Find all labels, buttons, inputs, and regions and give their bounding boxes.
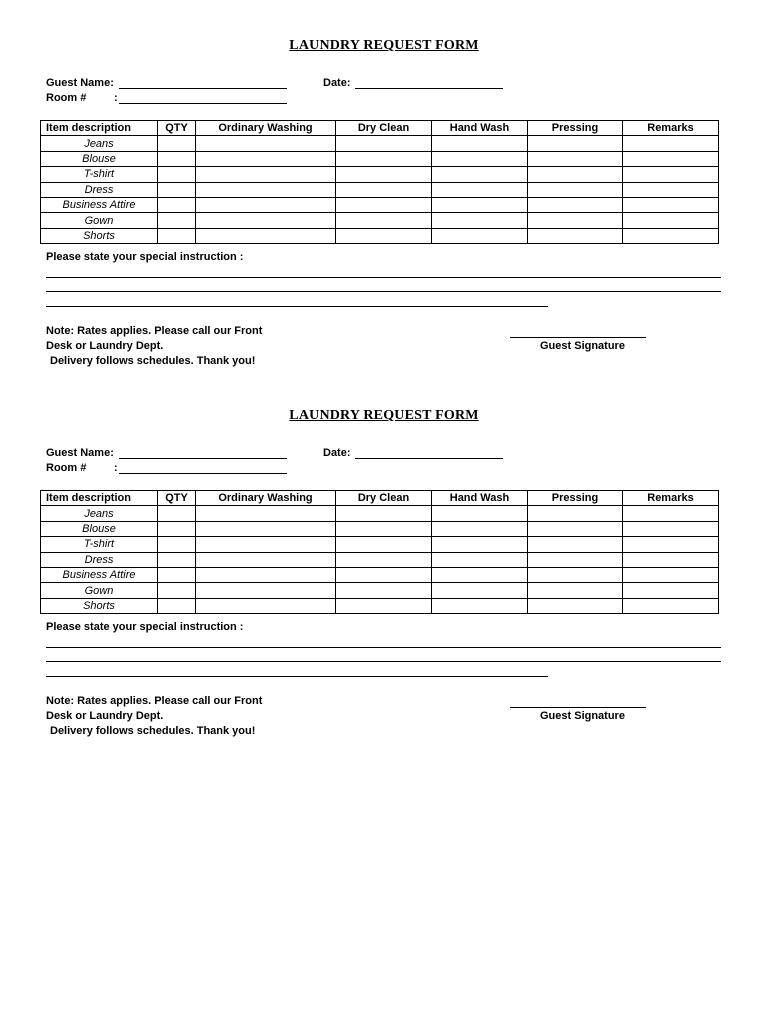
note-text: Delivery follows schedules. Thank you! (50, 355, 256, 367)
pressing-cell[interactable] (528, 197, 623, 212)
qty-cell[interactable] (158, 151, 196, 166)
item-description: Dress (41, 182, 158, 197)
hand-wash-cell[interactable] (432, 228, 528, 243)
dry-clean-cell[interactable] (336, 552, 432, 567)
special-instruction-line[interactable] (46, 306, 548, 307)
special-instruction-label: Please state your special instruction : (46, 251, 244, 263)
qty-cell[interactable] (158, 136, 196, 151)
pressing-cell[interactable] (528, 182, 623, 197)
dry-clean-cell[interactable] (336, 506, 432, 521)
header-qty: QTY (158, 491, 196, 506)
guest-signature-field[interactable] (510, 707, 646, 708)
room-number-field[interactable] (119, 103, 287, 104)
qty-cell[interactable] (158, 598, 196, 613)
item-description: Blouse (41, 151, 158, 166)
room-colon: : (114, 462, 118, 474)
pressing-cell[interactable] (528, 167, 623, 182)
dry-clean-cell[interactable] (336, 567, 432, 582)
note-text: Note: Rates applies. Please call our Front (46, 695, 263, 707)
table-row (41, 521, 719, 536)
ordinary-washing-cell[interactable] (196, 228, 336, 243)
laundry-form-2 (0, 408, 768, 768)
table-row (41, 136, 719, 151)
dry-clean-cell[interactable] (336, 598, 432, 613)
table-row (41, 213, 719, 228)
table-row (41, 228, 719, 243)
pressing-cell[interactable] (528, 598, 623, 613)
ordinary-washing-cell[interactable] (196, 567, 336, 582)
item-description: Shorts (41, 228, 158, 243)
remarks-cell[interactable] (623, 521, 719, 536)
hand-wash-cell[interactable] (432, 567, 528, 582)
remarks-cell[interactable] (623, 151, 719, 166)
pressing-cell[interactable] (528, 521, 623, 536)
pressing-cell[interactable] (528, 583, 623, 598)
special-instruction-line[interactable] (46, 277, 721, 278)
header-dry-clean: Dry Clean (336, 491, 432, 506)
dry-clean-cell[interactable] (336, 583, 432, 598)
qty-cell[interactable] (158, 213, 196, 228)
room-number-field[interactable] (119, 473, 287, 474)
room-label: Room # (46, 462, 87, 474)
qty-cell[interactable] (158, 552, 196, 567)
guest-name-label: Guest Name: (46, 77, 114, 89)
ordinary-washing-cell[interactable] (196, 167, 336, 182)
table-row (41, 151, 719, 166)
remarks-cell[interactable] (623, 583, 719, 598)
header-hand-wash: Hand Wash (432, 121, 528, 136)
hand-wash-cell[interactable] (432, 151, 528, 166)
pressing-cell[interactable] (528, 213, 623, 228)
item-description: Dress (41, 552, 158, 567)
dry-clean-cell[interactable] (336, 521, 432, 536)
remarks-cell[interactable] (623, 228, 719, 243)
qty-cell[interactable] (158, 521, 196, 536)
ordinary-washing-cell[interactable] (196, 521, 336, 536)
header-qty: QTY (158, 121, 196, 136)
hand-wash-cell[interactable] (432, 537, 528, 552)
date-label: Date: (323, 77, 351, 89)
table-row (41, 567, 719, 582)
qty-cell[interactable] (158, 537, 196, 552)
table-row (41, 506, 719, 521)
header-hand-wash: Hand Wash (432, 491, 528, 506)
pressing-cell[interactable] (528, 567, 623, 582)
header-item-description: Item description (41, 491, 158, 506)
dry-clean-cell[interactable] (336, 228, 432, 243)
date-field[interactable] (355, 88, 503, 89)
hand-wash-cell[interactable] (432, 167, 528, 182)
header-item-description: Item description (41, 121, 158, 136)
dry-clean-cell[interactable] (336, 197, 432, 212)
special-instruction-label: Please state your special instruction : (46, 621, 244, 633)
qty-cell[interactable] (158, 167, 196, 182)
hand-wash-cell[interactable] (432, 213, 528, 228)
pressing-cell[interactable] (528, 228, 623, 243)
hand-wash-cell[interactable] (432, 583, 528, 598)
form-title: LAUNDRY REQUEST FORM (289, 408, 479, 423)
date-field[interactable] (355, 458, 503, 459)
note-text: Desk or Laundry Dept. (46, 710, 164, 722)
item-description: Shorts (41, 598, 158, 613)
item-description: T-shirt (41, 167, 158, 182)
room-colon: : (114, 92, 118, 104)
ordinary-washing-cell[interactable] (196, 213, 336, 228)
special-instruction-line[interactable] (46, 676, 548, 677)
dry-clean-cell[interactable] (336, 136, 432, 151)
pressing-cell[interactable] (528, 506, 623, 521)
ordinary-washing-cell[interactable] (196, 583, 336, 598)
header-dry-clean: Dry Clean (336, 121, 432, 136)
laundry-items-table (40, 490, 719, 614)
remarks-cell[interactable] (623, 182, 719, 197)
guest-name-label: Guest Name: (46, 447, 114, 459)
table-header-row (41, 121, 719, 136)
hand-wash-cell[interactable] (432, 552, 528, 567)
remarks-cell[interactable] (623, 506, 719, 521)
pressing-cell[interactable] (528, 552, 623, 567)
dry-clean-cell[interactable] (336, 151, 432, 166)
guest-name-field[interactable] (119, 88, 287, 89)
remarks-cell[interactable] (623, 552, 719, 567)
remarks-cell[interactable] (623, 197, 719, 212)
guest-signature-field[interactable] (510, 337, 646, 338)
header-remarks: Remarks (623, 491, 719, 506)
qty-cell[interactable] (158, 506, 196, 521)
hand-wash-cell[interactable] (432, 506, 528, 521)
ordinary-washing-cell[interactable] (196, 537, 336, 552)
ordinary-washing-cell[interactable] (196, 506, 336, 521)
dry-clean-cell[interactable] (336, 537, 432, 552)
header-ordinary-washing: Ordinary Washing (196, 121, 336, 136)
special-instruction-line[interactable] (46, 661, 721, 662)
ordinary-washing-cell[interactable] (196, 182, 336, 197)
hand-wash-cell[interactable] (432, 182, 528, 197)
header-ordinary-washing: Ordinary Washing (196, 491, 336, 506)
form-title: LAUNDRY REQUEST FORM (289, 38, 479, 53)
qty-cell[interactable] (158, 583, 196, 598)
table-row (41, 583, 719, 598)
remarks-cell[interactable] (623, 213, 719, 228)
special-instruction-line[interactable] (46, 647, 721, 648)
ordinary-washing-cell[interactable] (196, 151, 336, 166)
item-description: Gown (41, 213, 158, 228)
laundry-items-table (40, 120, 719, 244)
hand-wash-cell[interactable] (432, 521, 528, 536)
ordinary-washing-cell[interactable] (196, 598, 336, 613)
hand-wash-cell[interactable] (432, 136, 528, 151)
special-instruction-line[interactable] (46, 291, 721, 292)
dry-clean-cell[interactable] (336, 167, 432, 182)
qty-cell[interactable] (158, 182, 196, 197)
table-row (41, 182, 719, 197)
table-row (41, 167, 719, 182)
item-description: Blouse (41, 521, 158, 536)
qty-cell[interactable] (158, 197, 196, 212)
remarks-cell[interactable] (623, 167, 719, 182)
table-row (41, 537, 719, 552)
table-row (41, 598, 719, 613)
qty-cell[interactable] (158, 567, 196, 582)
hand-wash-cell[interactable] (432, 598, 528, 613)
dry-clean-cell[interactable] (336, 213, 432, 228)
item-description: Jeans (41, 136, 158, 151)
ordinary-washing-cell[interactable] (196, 552, 336, 567)
guest-signature-label: Guest Signature (540, 340, 625, 352)
header-pressing: Pressing (528, 491, 623, 506)
pressing-cell[interactable] (528, 151, 623, 166)
note-text: Desk or Laundry Dept. (46, 340, 164, 352)
remarks-cell[interactable] (623, 537, 719, 552)
note-text: Delivery follows schedules. Thank you! (50, 725, 256, 737)
item-description: Gown (41, 583, 158, 598)
table-row (41, 197, 719, 212)
note-text: Note: Rates applies. Please call our Front (46, 325, 263, 337)
remarks-cell[interactable] (623, 598, 719, 613)
remarks-cell[interactable] (623, 567, 719, 582)
pressing-cell[interactable] (528, 136, 623, 151)
item-description: Jeans (41, 506, 158, 521)
pressing-cell[interactable] (528, 537, 623, 552)
guest-signature-label: Guest Signature (540, 710, 625, 722)
room-label: Room # (46, 92, 87, 104)
header-remarks: Remarks (623, 121, 719, 136)
ordinary-washing-cell[interactable] (196, 136, 336, 151)
header-pressing: Pressing (528, 121, 623, 136)
qty-cell[interactable] (158, 228, 196, 243)
item-description: Business Attire (41, 197, 158, 212)
date-label: Date: (323, 447, 351, 459)
guest-name-field[interactable] (119, 458, 287, 459)
hand-wash-cell[interactable] (432, 197, 528, 212)
table-header-row (41, 491, 719, 506)
laundry-form-1 (0, 38, 768, 398)
table-row (41, 552, 719, 567)
dry-clean-cell[interactable] (336, 182, 432, 197)
item-description: Business Attire (41, 567, 158, 582)
item-description: T-shirt (41, 537, 158, 552)
remarks-cell[interactable] (623, 136, 719, 151)
ordinary-washing-cell[interactable] (196, 197, 336, 212)
